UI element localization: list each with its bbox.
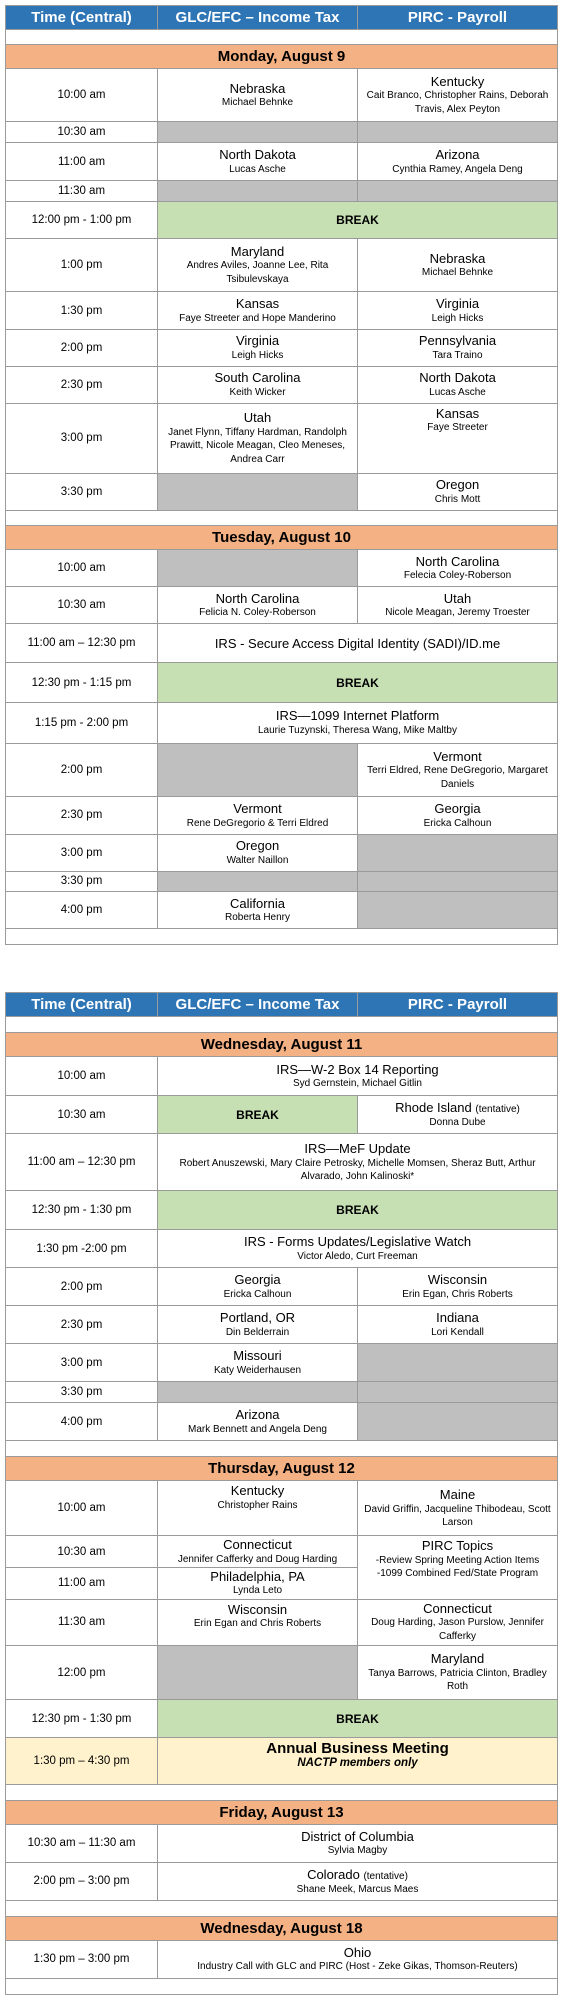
- session-title: Utah: [243, 410, 272, 426]
- payroll-header: PIRC - Payroll: [358, 993, 558, 1017]
- payroll-header: PIRC - Payroll: [358, 6, 558, 30]
- session-title: Connecticut: [423, 1600, 492, 1616]
- table-row: [6, 1403, 558, 1441]
- payroll-cell: [358, 403, 558, 473]
- session-title: Nebraska: [229, 80, 286, 96]
- time-cell: 1:30 pm – 3:00 pm: [6, 1940, 158, 1978]
- table-row: [6, 624, 558, 663]
- empty-slot: [158, 743, 358, 797]
- time-cell: 11:30 am: [6, 1599, 158, 1645]
- table-row: [6, 1645, 558, 1700]
- session-presenters: Mark Bennett and Angela Deng: [188, 1423, 327, 1435]
- income-cell: [158, 1536, 358, 1568]
- time-cell: 11:30 am: [6, 181, 158, 202]
- empty-slot: [358, 1382, 558, 1403]
- payroll-cell: [358, 1481, 558, 1536]
- income-cell: [158, 1403, 358, 1441]
- session-title: Pennsylvania: [418, 333, 497, 349]
- table-row: [6, 1700, 558, 1738]
- session-title: Indiana: [436, 1310, 479, 1326]
- session-presenters: Roberta Henry: [224, 912, 291, 924]
- time-cell: 12:30 pm - 1:15 pm: [6, 663, 158, 702]
- time-cell: 4:00 pm: [6, 1403, 158, 1441]
- session-title: [160, 1867, 555, 1883]
- day-row: [6, 1033, 558, 1057]
- income-cell: [158, 1567, 358, 1599]
- day-row: [6, 1457, 558, 1481]
- day-heading: Friday, August 13: [6, 1800, 558, 1824]
- session-presenters: Keith Wicker: [229, 386, 286, 398]
- session-name: Colorado: [307, 1866, 360, 1882]
- session-presenters: Shane Meek, Marcus Maes: [296, 1883, 419, 1895]
- session-presenters: Victor Aledo, Curt Freeman: [297, 1250, 418, 1262]
- session-title: Portland, OR: [219, 1310, 296, 1326]
- session-title: Arizona: [235, 1407, 280, 1423]
- table-row: [6, 1096, 558, 1134]
- time-cell: 10:30 am: [6, 1536, 158, 1568]
- session-title: Virginia: [435, 295, 480, 311]
- income-cell: [158, 1599, 358, 1645]
- empty-slot: [358, 892, 558, 929]
- session-title: Wisconsin: [427, 1272, 488, 1288]
- session-title: Wisconsin: [227, 1601, 288, 1617]
- payroll-cell: [358, 68, 558, 122]
- table-row: [6, 797, 558, 834]
- time-cell: 10:00 am: [6, 1057, 158, 1096]
- payroll-cell: [358, 1268, 558, 1306]
- joint-session-cell: [158, 1824, 558, 1862]
- income-cell: [158, 238, 358, 292]
- session-title: PIRC Topics: [421, 1538, 494, 1554]
- time-cell: 1:30 pm – 4:30 pm: [6, 1738, 158, 1784]
- tentative-tag: (tentative): [363, 1870, 408, 1882]
- joint-session-cell: [158, 702, 558, 743]
- time-cell: 1:15 pm - 2:00 pm: [6, 702, 158, 743]
- session-title: Maryland: [230, 243, 285, 259]
- break-cell: BREAK: [158, 1700, 558, 1738]
- session-presenters: Felecia Coley-Roberson: [403, 570, 512, 582]
- income-cell: [158, 403, 358, 473]
- session-title: IRS - Secure Access Digital Identity (SADI)/ID.me: [214, 635, 501, 651]
- session-presenters: Chris Mott: [434, 493, 481, 505]
- session-title: California: [230, 895, 285, 911]
- spacer-row: [6, 1441, 558, 1457]
- session-presenters: Tara Traino: [432, 349, 483, 361]
- session-title: North Carolina: [215, 590, 300, 606]
- income-cell: [158, 892, 358, 929]
- table-row: [6, 1862, 558, 1900]
- income-cell: [158, 143, 358, 181]
- break-cell: BREAK: [158, 663, 558, 702]
- table-row: [6, 702, 558, 743]
- spacer-row: [6, 929, 558, 945]
- table-row: [6, 143, 558, 181]
- session-presenters: Rene DeGregorio & Terri Eldred: [186, 817, 329, 829]
- payroll-cell: [358, 743, 558, 797]
- joint-session-cell: [158, 1940, 558, 1978]
- session-presenters: Syd Gernstein, Michael Gitlin: [293, 1078, 422, 1090]
- annual-meeting-cell: [158, 1738, 558, 1784]
- session-presenters: Lynda Leto: [232, 1585, 283, 1597]
- income-cell: [158, 1344, 358, 1382]
- session-title: IRS—1099 Internet Platform: [275, 708, 440, 724]
- table-row: [6, 892, 558, 929]
- table-row: [6, 201, 558, 238]
- time-cell: 11:00 am: [6, 1567, 158, 1599]
- session-presenters: Katy Weiderhausen: [213, 1364, 302, 1376]
- income-cell: [158, 587, 358, 624]
- session-title: Maine: [439, 1486, 476, 1502]
- time-cell: 12:30 pm - 1:30 pm: [6, 1191, 158, 1230]
- session-title: Maryland: [430, 1651, 485, 1667]
- session-presenters: Robert Anuszewski, Mary Claire Petrosky, Michelle Momsen, Sheraz Butt, Arthur Alvarado, John Kalinoski*: [179, 1157, 536, 1183]
- session-title: South Carolina: [214, 370, 301, 386]
- time-cell: 2:00 pm: [6, 743, 158, 797]
- time-cell: 4:00 pm: [6, 892, 158, 929]
- time-cell: 3:00 pm: [6, 1344, 158, 1382]
- payroll-cell: [358, 473, 558, 510]
- empty-slot: [158, 1645, 358, 1700]
- payroll-cell: [358, 550, 558, 587]
- income-cell: [158, 68, 358, 122]
- table-row: [6, 1268, 558, 1306]
- session-presenters: Industry Call with GLC and PIRC (Host - Zeke Gikas, Thomson-Reuters): [197, 1961, 518, 1973]
- day-heading: Thursday, August 12: [6, 1457, 558, 1481]
- session-title: Kansas: [435, 405, 480, 421]
- time-cell: 11:00 am – 12:30 pm: [6, 624, 158, 663]
- tentative-tag: (tentative): [475, 1104, 520, 1116]
- payroll-cell: [358, 329, 558, 366]
- time-header: Time (Central): [6, 993, 158, 1017]
- income-cell: [158, 1306, 358, 1344]
- session-title: Utah: [443, 590, 472, 606]
- session-presenters: Faye Streeter: [427, 422, 488, 434]
- table-row: [6, 181, 558, 202]
- table-row: [6, 1344, 558, 1382]
- time-cell: 11:00 am: [6, 143, 158, 181]
- header-row: [6, 993, 558, 1017]
- table-row: [6, 1230, 558, 1268]
- empty-slot: [358, 122, 558, 143]
- time-cell: 3:00 pm: [6, 403, 158, 473]
- session-presenters: Erin Egan, Chris Roberts: [402, 1288, 513, 1300]
- table-row: [6, 663, 558, 702]
- time-cell: 1:00 pm: [6, 238, 158, 292]
- table-row: [6, 403, 558, 473]
- table-row: [6, 292, 558, 329]
- income-header: GLC/EFC – Income Tax: [158, 6, 358, 30]
- payroll-cell: [358, 1096, 558, 1134]
- table-row: [6, 1940, 558, 1978]
- session-title: IRS - Forms Updates/Legislative Watch: [243, 1234, 472, 1250]
- session-title: IRS—W-2 Box 14 Reporting: [276, 1061, 439, 1077]
- empty-slot: [158, 871, 358, 892]
- joint-session-cell: [158, 1230, 558, 1268]
- time-cell: 2:30 pm: [6, 797, 158, 834]
- day-row: [6, 1800, 558, 1824]
- session-title: Arizona: [435, 147, 480, 163]
- payroll-cell: [358, 1645, 558, 1700]
- payroll-cell: [358, 797, 558, 834]
- time-cell: 3:30 pm: [6, 871, 158, 892]
- session-presenters: Din Belderrain: [225, 1326, 290, 1338]
- session-title: Vermont: [433, 748, 482, 764]
- income-cell: [158, 1268, 358, 1306]
- table-row: [6, 834, 558, 871]
- session-presenters: Lori Kendall: [431, 1326, 484, 1338]
- empty-slot: [358, 181, 558, 202]
- day-row: [6, 45, 558, 69]
- time-cell: 1:30 pm -2:00 pm: [6, 1230, 158, 1268]
- spacer-row: [6, 29, 558, 44]
- session-presenters: Cynthia Ramey, Angela Deng: [392, 163, 523, 175]
- session-name: Rhode Island: [395, 1100, 472, 1116]
- payroll-cell: [358, 1306, 558, 1344]
- time-cell: 12:00 pm - 1:00 pm: [6, 201, 158, 238]
- session-presenters: Laurie Tuzynski, Theresa Wang, Mike Maltby: [258, 724, 457, 736]
- schedule-table-2: [5, 992, 558, 1995]
- empty-slot: [158, 1382, 358, 1403]
- time-cell: 10:00 am: [6, 68, 158, 122]
- table-row: [6, 122, 558, 143]
- time-cell: 2:30 pm: [6, 1306, 158, 1344]
- session-title: Connecticut: [223, 1536, 292, 1552]
- session-presenters: Sylvia Magby: [327, 1845, 388, 1857]
- agenda-item: -1099 Combined Fed/State Program: [376, 1568, 539, 1580]
- session-title: Oregon: [435, 477, 480, 493]
- meeting-note: NACTP members only: [297, 1757, 418, 1770]
- session-presenters: David Griffin, Jacqueline Thibodeau, Scott Larson: [364, 1503, 551, 1529]
- joint-session-cell: [158, 1862, 558, 1900]
- session-presenters: Leigh Hicks: [431, 312, 484, 324]
- time-cell: 3:00 pm: [6, 834, 158, 871]
- session-presenters: Lucas Asche: [429, 386, 486, 398]
- session-presenters: Christopher Rains: [217, 1499, 298, 1511]
- session-title: Kentucky: [430, 73, 485, 89]
- table-row: [6, 1599, 558, 1645]
- session-presenters: Donna Dube: [429, 1117, 486, 1129]
- table-row: [6, 1306, 558, 1344]
- table-row: [6, 587, 558, 624]
- income-cell: [158, 366, 358, 403]
- empty-slot: [158, 122, 358, 143]
- income-header: GLC/EFC – Income Tax: [158, 993, 358, 1017]
- session-presenters: Michael Behnke: [421, 267, 494, 279]
- joint-session-cell: [158, 1057, 558, 1096]
- empty-slot: [158, 473, 358, 510]
- day-heading: Monday, August 9: [6, 45, 558, 69]
- time-cell: 12:30 pm - 1:30 pm: [6, 1700, 158, 1738]
- session-presenters: Leigh Hicks: [231, 349, 284, 361]
- empty-slot: [358, 1344, 558, 1382]
- time-cell: 2:00 pm – 3:00 pm: [6, 1862, 158, 1900]
- session-presenters: Cait Branco, Christopher Rains, Deborah Travis, Alex Peyton: [366, 90, 549, 115]
- time-cell: 3:30 pm: [6, 1382, 158, 1403]
- table-row: [6, 366, 558, 403]
- session-title: Georgia: [234, 1272, 281, 1288]
- table-row: [6, 1382, 558, 1403]
- time-cell: 1:30 pm: [6, 292, 158, 329]
- session-title: IRS—MeF Update: [304, 1141, 411, 1156]
- session-title: Vermont: [233, 800, 282, 816]
- session-presenters: Lucas Asche: [229, 163, 286, 175]
- session-title: Ohio: [343, 1944, 372, 1960]
- time-cell: 10:00 am: [6, 1481, 158, 1536]
- session-presenters: Ericka Calhoun: [223, 1288, 292, 1300]
- day-heading: Tuesday, August 10: [6, 526, 558, 550]
- agenda-item: -Review Spring Meeting Action Items: [375, 1554, 540, 1566]
- session-title: North Dakota: [419, 370, 496, 386]
- table-row: [6, 329, 558, 366]
- income-cell: [158, 797, 358, 834]
- time-cell: 10:30 am – 11:30 am: [6, 1824, 158, 1862]
- day-row: [6, 526, 558, 550]
- payroll-cell: [358, 1536, 558, 1599]
- session-presenters: Andres Aviles, Joanne Lee, Rita Tsibulevskaya: [186, 260, 329, 285]
- break-cell: BREAK: [158, 201, 558, 238]
- income-cell: [158, 329, 358, 366]
- time-cell: 2:00 pm: [6, 329, 158, 366]
- session-presenters: Janet Flynn, Tiffany Hardman, Randolph Prawitt, Nicole Meagan, Cleo Meneses, Andrea Carr: [168, 426, 347, 465]
- joint-session-cell: [158, 1134, 558, 1191]
- session-presenters: Jennifer Cafferky and Doug Harding: [177, 1553, 338, 1565]
- income-cell: [158, 1481, 358, 1536]
- session-presenters: Erin Egan and Chris Roberts: [193, 1618, 322, 1630]
- table-row: [6, 68, 558, 122]
- joint-session-cell: [158, 624, 558, 663]
- session-presenters: Walter Naillon: [226, 854, 289, 866]
- table-row: [6, 1824, 558, 1862]
- session-presenters: Ericka Calhoun: [423, 817, 492, 829]
- time-cell: 10:30 am: [6, 587, 158, 624]
- session-title: Oregon: [235, 838, 280, 853]
- spacer-row: [6, 1900, 558, 1916]
- table-row: [6, 238, 558, 292]
- day-row: [6, 1916, 558, 1940]
- session-presenters: Tanya Barrows, Patricia Clinton, Bradley Roth: [368, 1667, 547, 1693]
- table-row: [6, 743, 558, 797]
- day-heading: Wednesday, August 11: [6, 1033, 558, 1057]
- table-row: [6, 1134, 558, 1191]
- session-title: Kansas: [235, 295, 280, 311]
- break-cell: BREAK: [158, 1191, 558, 1230]
- time-cell: 10:30 am: [6, 1096, 158, 1134]
- time-header: Time (Central): [6, 6, 158, 30]
- income-cell: [158, 834, 358, 871]
- spacer-row: [6, 1017, 558, 1033]
- break-cell: BREAK: [158, 1096, 358, 1134]
- table-row: [6, 1057, 558, 1096]
- spacer-row: [6, 1784, 558, 1800]
- empty-slot: [358, 834, 558, 871]
- payroll-cell: [358, 238, 558, 292]
- session-title: Kentucky: [230, 1483, 285, 1499]
- session-title: North Carolina: [415, 553, 500, 569]
- session-title: Virginia: [235, 333, 280, 349]
- time-cell: 10:30 am: [6, 122, 158, 143]
- table-row: [6, 1536, 558, 1568]
- session-title: North Dakota: [219, 147, 296, 163]
- income-cell: [158, 292, 358, 329]
- time-cell: 2:30 pm: [6, 366, 158, 403]
- empty-slot: [358, 1403, 558, 1441]
- payroll-cell: [358, 366, 558, 403]
- time-cell: 12:00 pm: [6, 1645, 158, 1700]
- time-cell: 11:00 am – 12:30 pm: [6, 1134, 158, 1191]
- schedule-table-1: [5, 5, 558, 945]
- session-title: District of Columbia: [301, 1828, 414, 1844]
- payroll-cell: [358, 587, 558, 624]
- session-presenters: Felicia N. Coley-Roberson: [199, 607, 316, 619]
- time-cell: 2:00 pm: [6, 1268, 158, 1306]
- payroll-cell: [358, 292, 558, 329]
- payroll-cell: [358, 1599, 558, 1645]
- session-title: Philadelphia, PA: [210, 1568, 305, 1584]
- empty-slot: [158, 550, 358, 587]
- session-presenters: Nicole Meagan, Jeremy Troester: [385, 607, 530, 619]
- session-presenters: Terri Eldred, Rene DeGregorio, Margaret Daniels: [367, 765, 548, 790]
- table-row: [6, 1191, 558, 1230]
- empty-slot: [158, 181, 358, 202]
- time-cell: 3:30 pm: [6, 473, 158, 510]
- table-row: [6, 473, 558, 510]
- spacer-row: [6, 1978, 558, 1994]
- meeting-title: Annual Business Meeting: [266, 1740, 449, 1758]
- session-title: Missouri: [233, 1348, 282, 1364]
- session-presenters: Faye Streeter and Hope Manderino: [179, 312, 336, 324]
- time-cell: 10:00 am: [6, 550, 158, 587]
- session-title: [360, 1100, 555, 1116]
- table-row: [6, 1481, 558, 1536]
- session-title: Georgia: [434, 800, 481, 816]
- table-row: [6, 550, 558, 587]
- session-presenters: Michael Behnke: [221, 97, 294, 109]
- payroll-cell: [358, 143, 558, 181]
- table-row: [6, 1738, 558, 1784]
- session-title: Nebraska: [429, 250, 486, 266]
- session-presenters: Doug Harding, Jason Purslow, Jennifer Cafferky: [371, 1617, 544, 1642]
- day-heading: Wednesday, August 18: [6, 1916, 558, 1940]
- empty-slot: [358, 871, 558, 892]
- table-row: [6, 871, 558, 892]
- spacer-row: [6, 510, 558, 525]
- header-row: [6, 6, 558, 30]
